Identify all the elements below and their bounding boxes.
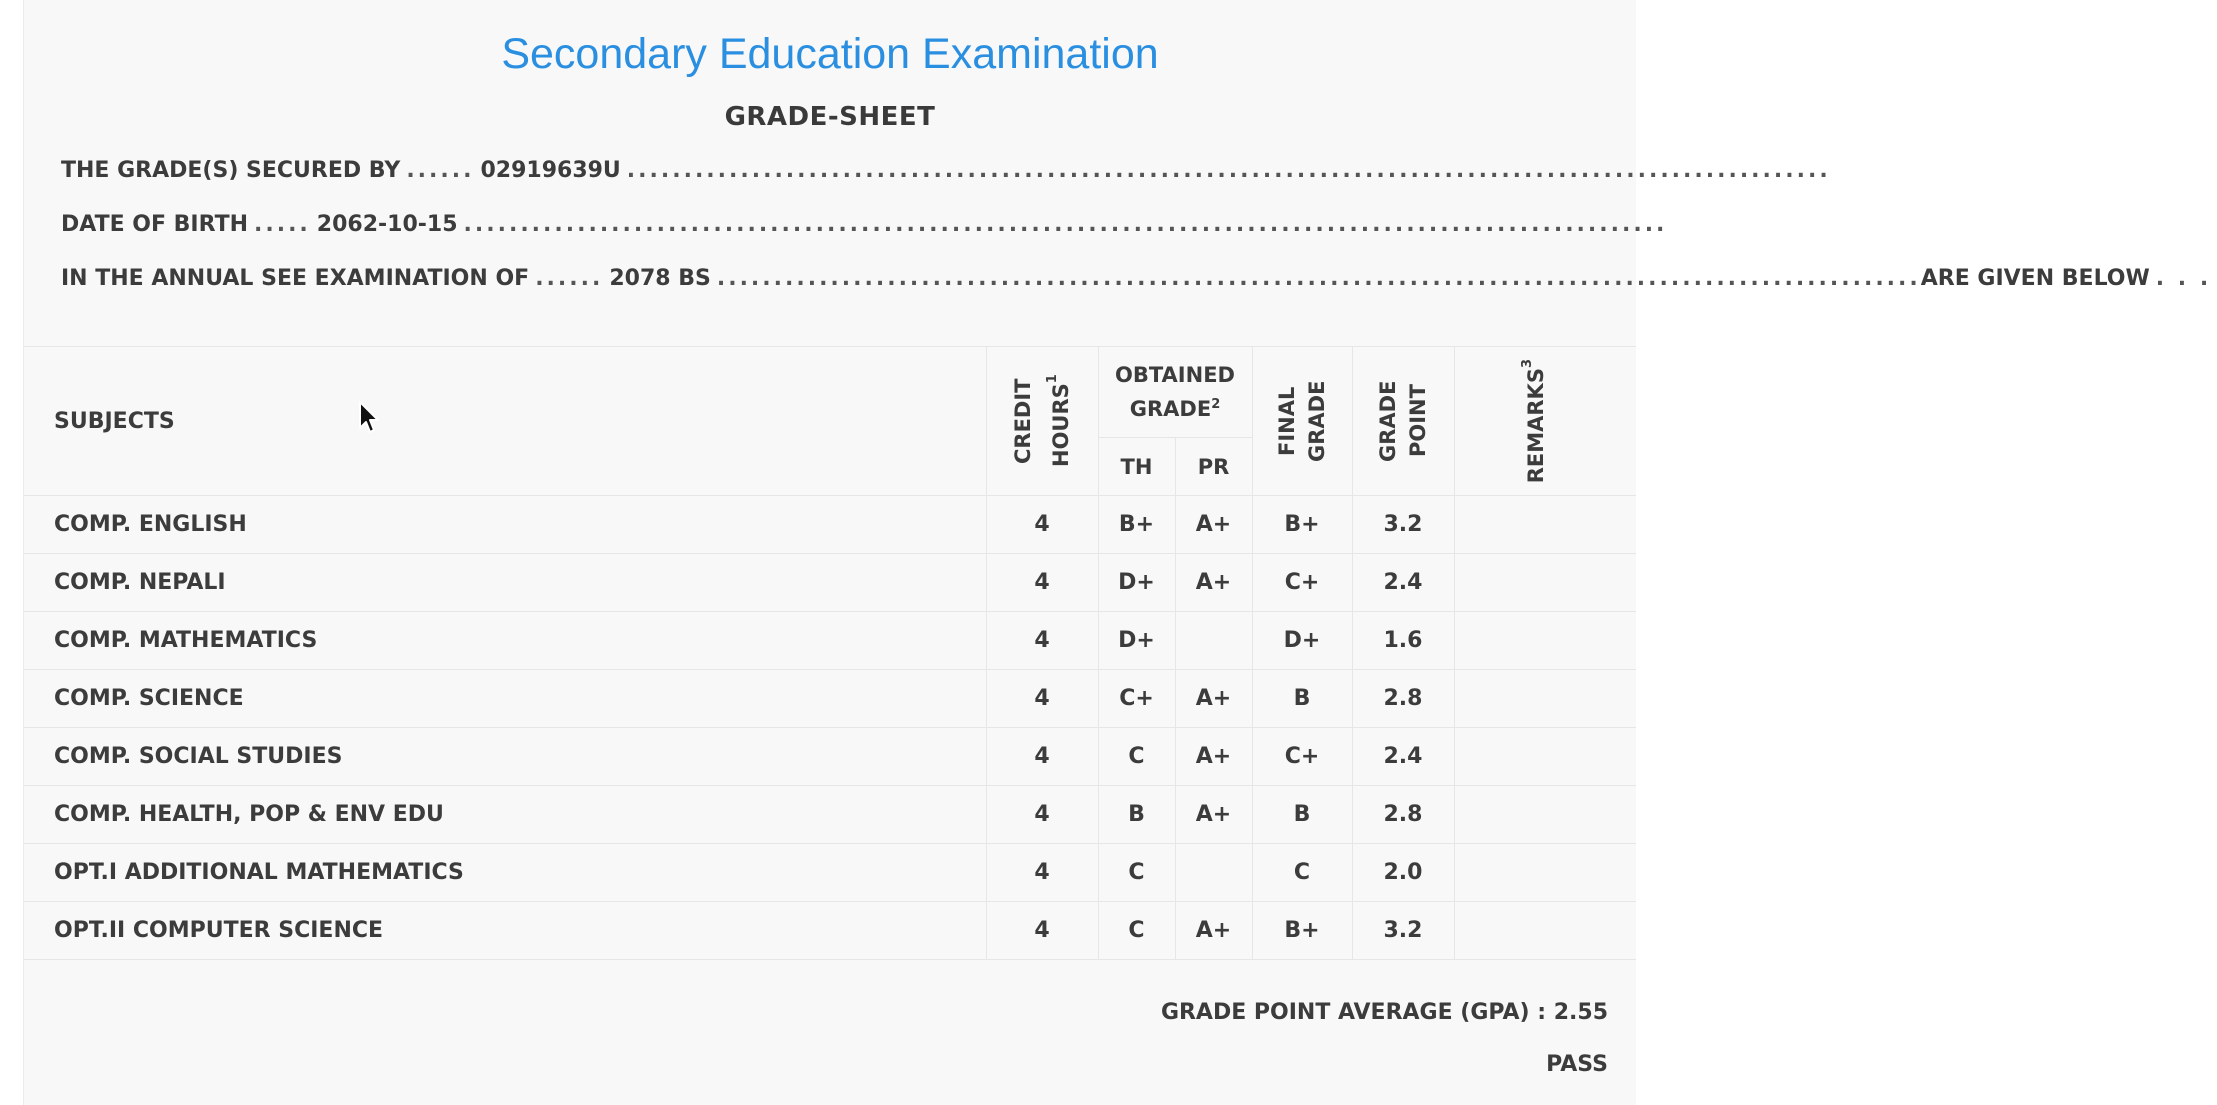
leader-dots: .....: [254, 212, 311, 237]
pr-grade-cell: A+: [1175, 728, 1252, 786]
table-row: [24, 496, 1636, 554]
th-grade-cell: B+: [1098, 496, 1175, 554]
th-grade-cell: C: [1098, 902, 1175, 960]
remarks-cell: [1454, 670, 1636, 728]
table-header-row: [24, 347, 1636, 438]
grade-sheet-panel: [23, 0, 2212, 1105]
pr-grade-cell: [1175, 612, 1252, 670]
final-grade-cell: C: [1252, 844, 1352, 902]
pr-grade-cell: A+: [1175, 902, 1252, 960]
grades-table: [24, 346, 1636, 960]
page-title: Secondary Education Examination: [501, 30, 1159, 78]
subject-cell: COMP. HEALTH, POP & ENV EDU: [24, 786, 986, 844]
final-grade-cell: B: [1252, 670, 1352, 728]
th-grade-cell: C: [1098, 844, 1175, 902]
subject-cell: COMP. SOCIAL STUDIES: [24, 728, 986, 786]
obtained-grade-footnote: 2: [1211, 397, 1221, 412]
remarks-label: REMARKS: [1523, 367, 1548, 484]
credit-hours-cell: 4: [986, 554, 1098, 612]
remarks-cell: [1454, 496, 1636, 554]
grade-point-label: GRADE POINT: [1376, 380, 1430, 462]
th-grade-cell: D+: [1098, 554, 1175, 612]
obtained-grade-header: [1098, 347, 1252, 438]
table-row: [24, 902, 1636, 960]
credit-hours-cell: 4: [986, 786, 1098, 844]
subject-cell: COMP. ENGLISH: [24, 496, 986, 554]
leader-dots: ..........................................................................................................: [463, 212, 1668, 237]
table-row: [24, 728, 1636, 786]
table-row: [24, 612, 1636, 670]
credit-hours-header: [986, 347, 1098, 496]
remarks-cell: [1454, 612, 1636, 670]
table-row: [24, 786, 1636, 844]
grade-point-cell: 2.4: [1352, 728, 1454, 786]
remarks-cell: [1454, 786, 1636, 844]
table-row: [24, 844, 1636, 902]
credit-hours-label: CREDIT HOURS: [1011, 378, 1073, 468]
final-grade-cell: C+: [1252, 728, 1352, 786]
leader-dots: ..........................................................................................................: [626, 158, 1831, 183]
pr-header: PR: [1175, 438, 1252, 496]
sheet-subtitle: GRADE-SHEET: [724, 102, 936, 132]
final-grade-cell: D+: [1252, 612, 1352, 670]
th-grade-cell: B: [1098, 786, 1175, 844]
dob-label: DATE OF BIRTH: [61, 212, 248, 237]
remarks-cell: [1454, 554, 1636, 612]
obtained-grade-label: OBTAINED GRADE: [1115, 363, 1235, 421]
gpa-summary: GRADE POINT AVERAGE (GPA) : 2.55: [1160, 1000, 1608, 1025]
grade-point-cell: 2.4: [1352, 554, 1454, 612]
exam-label: IN THE ANNUAL SEE EXAMINATION OF: [61, 266, 530, 291]
page-margin: [0, 0, 23, 1105]
grade-point-cell: 3.2: [1352, 496, 1454, 554]
leader-dots: ......: [406, 158, 475, 183]
exam-line: [61, 266, 2212, 291]
credit-hours-cell: 4: [986, 670, 1098, 728]
th-grade-cell: C: [1098, 728, 1175, 786]
subject-cell: OPT.I ADDITIONAL MATHEMATICS: [24, 844, 986, 902]
result-status: PASS: [1546, 1052, 1608, 1077]
grade-point-header: [1352, 347, 1454, 496]
final-grade-cell: B+: [1252, 496, 1352, 554]
final-grade-header: [1252, 347, 1352, 496]
leader-dots: ..........................................................................................................: [716, 266, 1921, 291]
th-grade-cell: D+: [1098, 612, 1175, 670]
subject-cell: COMP. SCIENCE: [24, 670, 986, 728]
mouse-pointer-icon: [358, 400, 382, 436]
leader-dots: ......: [535, 266, 604, 291]
grades-table-body: [24, 496, 1636, 960]
leader-dots: . . .: [2155, 266, 2212, 291]
remarks-footnote: 3: [1519, 358, 1535, 368]
th-header: TH: [1098, 438, 1175, 496]
exam-value: 2078 BS: [609, 266, 711, 291]
secured-by-value: 02919639U: [480, 158, 621, 183]
grade-point-cell: 2.0: [1352, 844, 1454, 902]
remarks-cell: [1454, 902, 1636, 960]
final-grade-label: FINAL GRADE: [1275, 380, 1329, 462]
final-grade-cell: C+: [1252, 554, 1352, 612]
credit-hours-cell: 4: [986, 496, 1098, 554]
credit-hours-cell: 4: [986, 612, 1098, 670]
credit-hours-cell: 4: [986, 902, 1098, 960]
dob-line: [61, 212, 1668, 237]
pr-grade-cell: A+: [1175, 496, 1252, 554]
remarks-cell: [1454, 844, 1636, 902]
pr-grade-cell: A+: [1175, 786, 1252, 844]
subject-cell: COMP. NEPALI: [24, 554, 986, 612]
dob-value: 2062-10-15: [316, 212, 458, 237]
grade-point-cell: 2.8: [1352, 786, 1454, 844]
grade-point-cell: 1.6: [1352, 612, 1454, 670]
credit-hours-cell: 4: [986, 844, 1098, 902]
pr-grade-cell: A+: [1175, 554, 1252, 612]
remarks-cell: [1454, 728, 1636, 786]
table-row: [24, 554, 1636, 612]
subject-cell: OPT.II COMPUTER SCIENCE: [24, 902, 986, 960]
exam-suffix: ARE GIVEN BELOW: [1920, 266, 2150, 291]
pr-grade-cell: A+: [1175, 670, 1252, 728]
table-row: [24, 670, 1636, 728]
th-grade-cell: C+: [1098, 670, 1175, 728]
grade-point-cell: 3.2: [1352, 902, 1454, 960]
subject-cell: COMP. MATHEMATICS: [24, 612, 986, 670]
credit-hours-footnote: 1: [1045, 374, 1060, 384]
remarks-header: [1454, 347, 1636, 496]
secured-by-line: [61, 158, 1831, 183]
pr-grade-cell: [1175, 844, 1252, 902]
subjects-header: SUBJECTS: [24, 347, 986, 496]
grade-point-cell: 2.8: [1352, 670, 1454, 728]
credit-hours-cell: 4: [986, 728, 1098, 786]
final-grade-cell: B: [1252, 786, 1352, 844]
final-grade-cell: B+: [1252, 902, 1352, 960]
secured-by-label: THE GRADE(S) SECURED BY: [61, 158, 401, 183]
